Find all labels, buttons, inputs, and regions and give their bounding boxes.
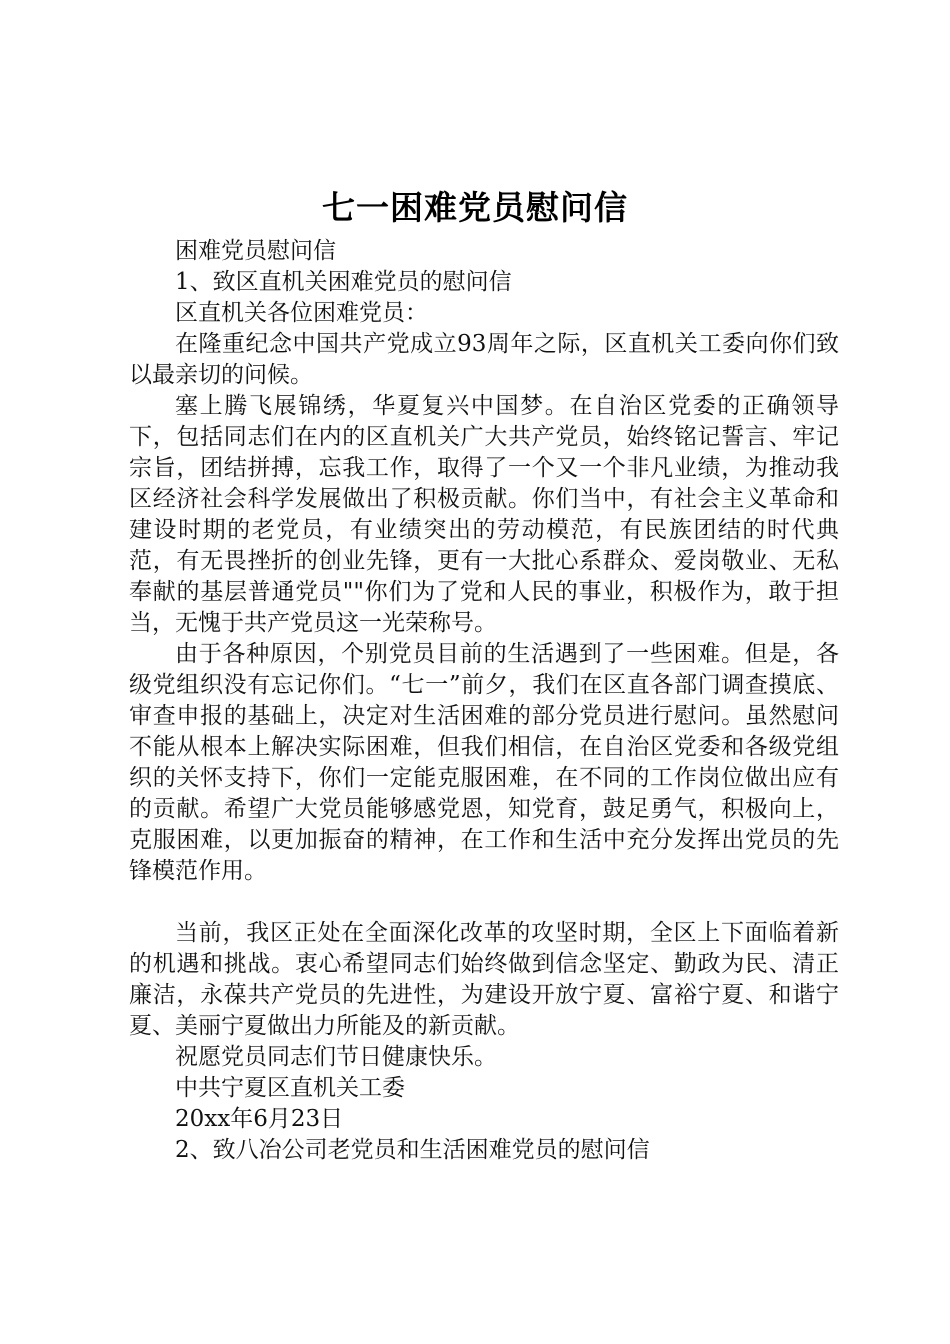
paragraph-section-1: 1、致区直机关困难党员的慰问信 xyxy=(175,269,512,295)
paragraph-achievements: 塞上腾飞展锦绣，华夏复兴中国梦。在自治区党委的正确领导下，包括同志们在内的区直机关广大共产党员，始终铭记誓言、牢记宗旨，团结拼搏，忘我工作，取得了一个又一个非凡业绩，为推动我区经济社会科学发展做出了积极贡献。你们当中，有社会主义革命和建设时期的老党员，有业绩突出的劳动模范，有民族团结的时代典范，有无畏挫折的创业先锋，更有一大批心系群众、爱岗敬业、无私奉献的基层普通党员""你们为了党和人民的事业，积极作为，敢于担当，无愧于共产党员这一光荣称号。 xyxy=(129,393,839,636)
paragraph-salutation: 区直机关各位困难党员： xyxy=(175,300,428,326)
paragraph-section-2: 2、致八冶公司老党员和生活困难党员的慰问信 xyxy=(175,1137,650,1163)
paragraph-wishes: 祝愿党员同志们节日健康快乐。 xyxy=(175,1044,497,1070)
paragraph-greeting: 在隆重纪念中国共产党成立93周年之际，区直机关工委向你们致以最亲切的问候。 xyxy=(129,331,839,388)
document-body xyxy=(129,236,839,1166)
paragraph-signature: 中共宁夏区直机关工委 xyxy=(175,1075,405,1101)
paragraph-hopes: 当前，我区正处在全面深化改革的攻坚时期，全区上下面临着新的机遇和挑战。衷心希望同志们始终做到信念坚定、勤政为民、清正廉洁，永葆共产党员的先进性，为建设开放宁夏、富裕宁夏、和谐宁夏、美丽宁夏做出力所能及的新贡献。 xyxy=(129,920,839,1039)
document-title: 七一困难党员慰问信 xyxy=(322,188,628,227)
paragraph-heading: 困难党员慰问信 xyxy=(175,238,336,264)
paragraph-difficulties: 由于各种原因，个别党员目前的生活遇到了一些困难。但是，各级党组织没有忘记你们。“七一”前夕，我们在区直各部门调查摸底、审查申报的基础上，决定对生活困难的部分党员进行慰问。虽然慰问不能从根本上解决实际困难，但我们相信，在自治区党委和各级党组织的关怀支持下，你们一定能克服困难，在不同的工作岗位做出应有的贡献。希望广大党员能够感党恩，知党育，鼓足勇气，积极向上，克服困难，以更加振奋的精神，在工作和生活中充分发挥出党员的先锋模范作用。 xyxy=(129,641,839,884)
paragraph-date: 20xx年6月23日 xyxy=(175,1106,344,1132)
